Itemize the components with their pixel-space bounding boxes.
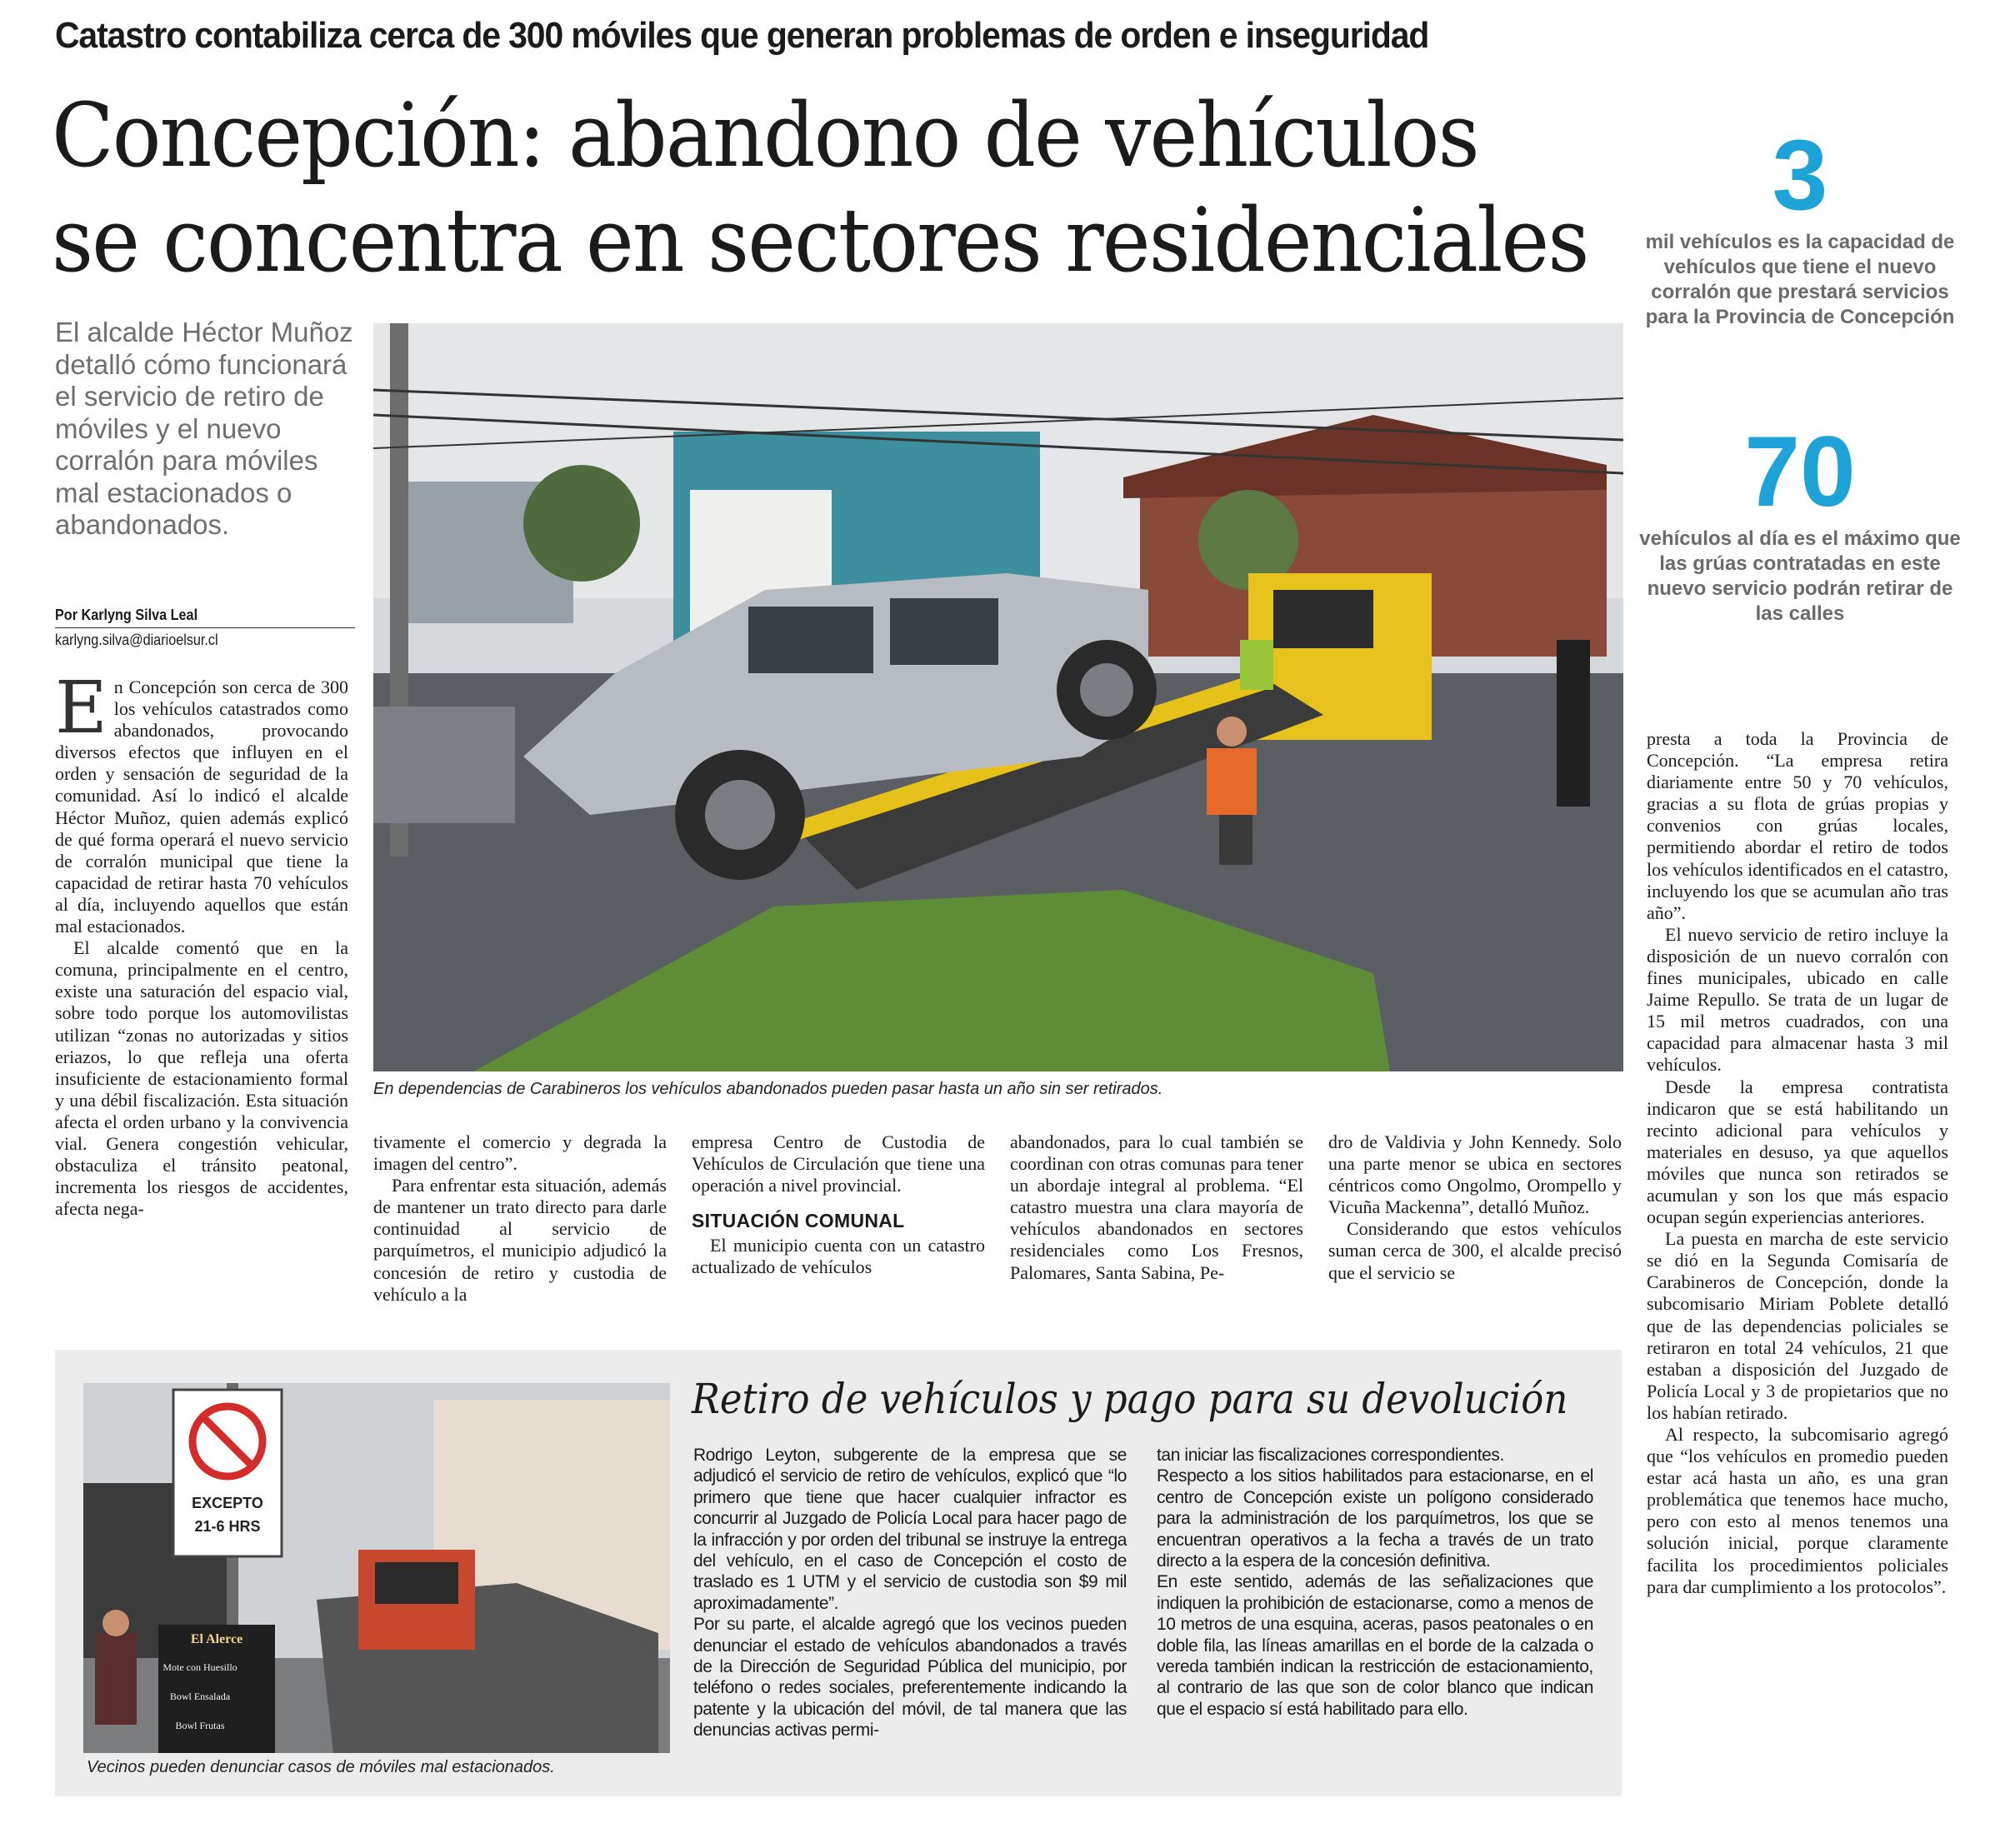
right-paragraph-4: La puesta en marcha de este servicio se dió en la Segunda Comisaría de Carabineros de Concepción, donde la subcomisario Miriam Poblete detalló que de las dependencias policiales se retiraron en total 24 vehículos, 21 que estaban a disposición del Juzgado de Policía Local y 3 de propietarios que no los habían retirado. <box>1647 1228 1948 1423</box>
main-photo <box>373 323 1623 1071</box>
menu-item-3: Bowl Frutas <box>175 1720 225 1731</box>
headline <box>52 83 1588 293</box>
sidebar-photo-caption: Vecinos pueden denunciar casos de móviles mal estacionados. <box>87 1758 555 1776</box>
right-paragraph-5: Al respecto, la subcomisario agregó que “los vehículos en promedio pueden estar acá hasta un año, es una gran problemática que tenemos hace mucho, pero con esto al menos tenemos una solución inicial, porque claramente facilita los procedimientos policiales para dar cumplimiento a los protocolos”. <box>1647 1424 1948 1597</box>
sidebar-column-2 <box>1157 1445 1593 1720</box>
sidebar-column-1 <box>693 1445 1127 1741</box>
sign-hours: 21-6 HRS <box>194 1518 261 1535</box>
body-column-2 <box>373 1131 667 1306</box>
stat-1-text: mil vehículos es la capacidad de vehículos que tiene el nuevo corralón que prestará servicios para la Provincia de Concepción <box>1645 231 1955 328</box>
byline-name: Por Karlyng Silva Leal <box>55 607 355 628</box>
menu-item-1: Mote con Huesillo <box>162 1661 238 1673</box>
body-column-5 <box>1328 1131 1622 1284</box>
col5-paragraph-2: Considerando que estos vehículos suman cerca de 300, el alcalde precisó que el servicio se <box>1328 1218 1622 1283</box>
lede: El alcalde Héctor Muñoz detalló cómo funcionará el servicio de retiro de móviles y el nuevo corralón para móviles mal estacionados o abandonados. <box>55 317 353 540</box>
right-paragraph-1: presta a toda la Provincia de Concepción. “La empresa retira diariamente entre 50 y 70 vehículos, gracias a su flota de grúas propias y convenios con grúas locales, permitiendo abordar el retiro de todos los vehículos identificados en el catastro, incluyendo los que se acumulan año tras año”. <box>1647 728 1948 923</box>
byline <box>55 607 325 649</box>
sidebar-photo <box>83 1383 670 1753</box>
col3-paragraph-2: El municipio cuenta con un catastro actualizado de vehículos <box>692 1235 985 1278</box>
stats-panel <box>1633 119 1967 627</box>
right-paragraph-3: Desde la empresa contratista indicaron que se está habilitando un recinto adicional para vehículos y materiales en desuso, ya que aquellos móviles que nunca son retirados se acumulan y son los que más espacio ocupan según experiencias anteriores. <box>1647 1076 1948 1228</box>
col3-paragraph-1: empresa Centro de Custodia de Vehículos de Circulación que tiene una operación a nivel provincial. <box>692 1131 985 1196</box>
stat-2-text: vehículos al día es el máximo que las grúas contratadas en este nuevo servicio podrán retirar de las calles <box>1639 527 1961 625</box>
right-paragraph-2: El nuevo servicio de retiro incluye la disposición de un nuevo corralón con fines municipales, ubicado en calle Jaime Repullo. Se trata de un lugar de 15 mil metros cuadrados, con una capacidad para almacenar hasta 3 mil vehículos. <box>1647 923 1948 1076</box>
sign-text: EXCEPTO <box>192 1495 263 1511</box>
body-column-right <box>1647 728 1948 1598</box>
stat-2 <box>1633 416 1967 627</box>
sidebar-col2-paragraph-2: Respecto a los sitios habilitados para estacionarse, en el centro de Concepción existe un polígono considerado para la administración de los parquímetros, los que se encuentran operativos a la fecha a través de un trato directo a la espera de la concesión definitiva. <box>1157 1466 1593 1571</box>
stat-1-number: 3 <box>1772 119 1828 231</box>
sidebar-title: Retiro de vehículos y pago para su devolución <box>692 1375 1568 1423</box>
col2-paragraph-2: Para enfrentar esta situación, además de mantener un trato directo para darle continuidad al servicio de parquímetros, el municipio adjudicó la concesión de retiro y custodia de vehículo a la <box>373 1175 667 1305</box>
kicker: Catastro contabiliza cerca de 300 móviles que generan problemas de orden e inseguridad <box>55 15 1429 56</box>
col5-paragraph-1: dro de Valdivia y John Kennedy. Solo una parte menor se ubica en sectores céntricos como Ongolmo, Orompello y Vicuña Mackenna”, detalló Muñoz. <box>1328 1131 1622 1218</box>
body-column-4 <box>1010 1131 1303 1284</box>
subhead-situacion-comunal: SITUACIÓN COMUNAL <box>692 1210 905 1232</box>
body-column-3 <box>692 1131 985 1279</box>
shop-sign: El Alerce <box>190 1632 243 1646</box>
body-column-1 <box>55 667 348 1220</box>
dropcap: E <box>55 667 108 750</box>
menu-item-2: Bowl Ensalada <box>169 1691 231 1702</box>
col4-paragraph-1: abandonados, para lo cual también se coordinan con otras comunas para tener un abordaje integral al problema. “El catastro muestra una clara mayoría de vehículos abandonados en sectores residenciales como Los Fresnos, Palomares, Santa Sabina, Pe- <box>1010 1131 1303 1283</box>
stat-2-number: 70 <box>1744 416 1856 527</box>
sidebar-col1-paragraph-1: Rodrigo Leyton, subgerente de la empresa que se adjudicó el servicio de retiro de vehículos, explicó que “lo primero que tiene que hacer cualquier infractor es concurrir al Juzgado de Policía Local para hacer pago de la infracción y por orden del tribunal se instruye la entrega del vehículo, en el caso de Concepción el costo de traslado es 1 UTM y el servicio de custodia son $9 mil aproximadamente”. <box>693 1446 1127 1613</box>
tow-truck-photo <box>373 323 1623 1071</box>
col1-paragraph-1: n Concepción son cerca de 300 los vehículos catastrados como abandonados, provocando diversos efectos que influyen en el orden y sensación de seguridad de la comunidad. Así lo indicó el alcalde Héctor Muñoz, quien además explicó de qué forma operará el nuevo servicio de corralón municipal que tiene la capacidad de retirar hasta 70 vehículos al día, incluyendo aquellos que están mal estacionados. <box>55 677 348 937</box>
col1-paragraph-2: El alcalde comentó que en la comuna, principalmente en el centro, existe una saturación del espacio vial, sobre todo porque los automovilistas utilizan “zonas no autorizadas y sitios eriazos, lo que refleja una oferta insuficiente de estacionamiento formal y una débil fiscalización. Esta situación afecta el orden urbano y la convivencia vial. Genera congestión vehicular, obstaculiza el tránsito peatonal, incrementa los riesgos de accidentes, afecta nega- <box>55 937 348 1220</box>
main-photo-caption: En dependencias de Carabineros los vehículos abandonados pueden pasar hasta un año sin ser retirados. <box>373 1080 1163 1098</box>
headline-line-2: se concentra en sectores residenciales <box>52 189 1588 292</box>
byline-email: karlyng.silva@diarioelsur.cl <box>55 632 218 648</box>
sidebar-col2-paragraph-1: tan iniciar las fiscalizaciones correspondientes. <box>1157 1446 1504 1465</box>
stat-1 <box>1633 119 1967 330</box>
sidebar-col2-paragraph-3: En este sentido, además de las señalizaciones que indiquen la prohibición de estacionarse, como a menos de 10 metros de una esquina, aceras, pasos peatonales o en doble fila, las líneas amarillas en el borde de la calzada o vereda también indican la restricción de estacionamiento, al contrario de las que son de color blanco que indican que el espacio sí está habilitado para ello. <box>1157 1572 1593 1719</box>
headline-line-1: Concepción: abandono de vehículos <box>52 84 1478 187</box>
col2-paragraph-1: tivamente el comercio y degrada la imagen del centro”. <box>373 1131 667 1175</box>
street-tow-photo <box>83 1383 670 1753</box>
sidebar-col1-paragraph-2: Por su parte, el alcalde agregó que los vecinos pueden denunciar el estado de vehículos abandonados a través de la Dirección de Seguridad Pública del municipio, por teléfono o redes sociales, preferentemente indicando la patente y la ubicación del móvil, de tal manera que las denuncias activas permi- <box>693 1615 1127 1741</box>
